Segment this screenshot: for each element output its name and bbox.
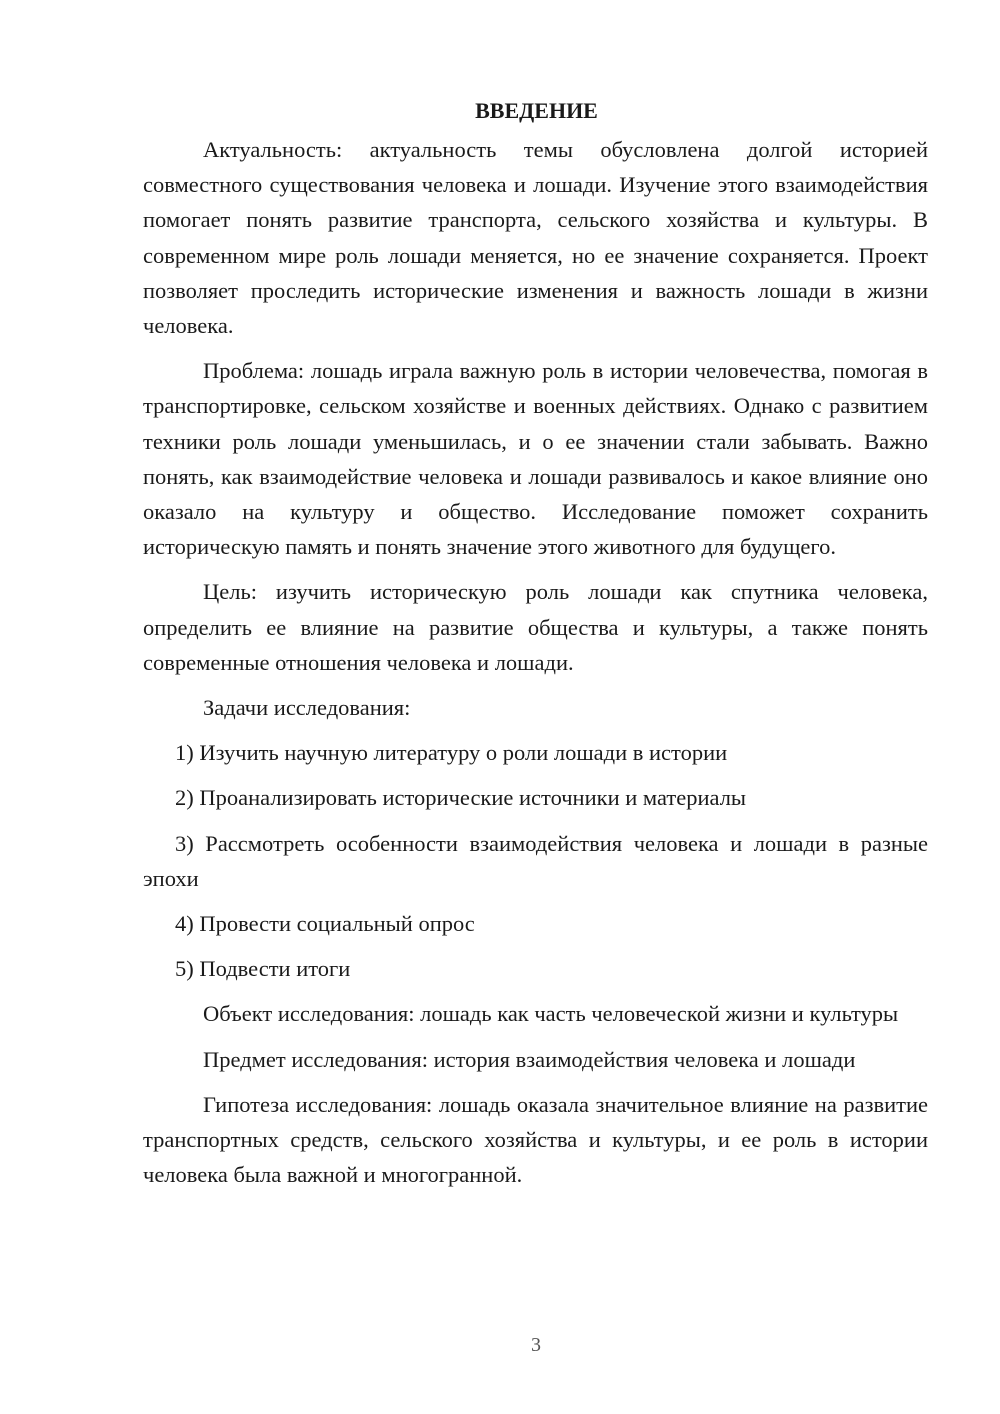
- task-item-5: 5) Подвести итоги: [175, 956, 351, 982]
- page-number: 3: [531, 1334, 541, 1356]
- task-item-2: 2) Проанализировать исторические источники и материалы: [175, 785, 747, 811]
- section-title: ВВЕДЕНИЕ: [475, 98, 598, 123]
- task-item-4: 4) Провести социальный опрос: [175, 911, 475, 937]
- paragraph-hypothesis: Гипотеза исследования: лошадь оказала значительное влияние на развитие транспортных средств, сельского хозяйства и культуры, и ее роль в истории человека была важной и многогранной.: [143, 1091, 928, 1188]
- document-page: [143, 96, 928, 1202]
- paragraph-problem: Проблема: лошадь играла важную роль в истории человечества, помогая в транспортировке, сельском хозяйстве и военных действиях. Однако с развитием техники роль лошади уменьшилась, и о ее значении стали забывать. Важно понять, как взаимодействие человека и лошади развивалось и какое влияние оно оказало на культуру и общество. Исследование поможет сохранить историческую память и понять значение этого животного для будущего.: [143, 358, 928, 560]
- task-item-1: 1) Изучить научную литературу о роли лошади в истории: [175, 740, 728, 766]
- paragraph-goal: Цель: изучить историческую роль лошади как спутника человека, определить ее влияние на развитие общества и культуры, а также понять современные отношения человека и лошади.: [143, 579, 928, 675]
- paragraph-relevance: Актуальность: актуальность темы обусловлена долгой историей совместного существования человека и лошади. Изучение этого взаимодействия помогает понять развитие транспорта, сельского хозяйства и культуры. В современном мире роль лошади меняется, но ее значение сохраняется. Проект позволяет проследить исторические изменения и важность лошади в жизни человека.: [143, 137, 928, 339]
- paragraph-subject: Предмет исследования: история взаимодействия человека и лошади: [203, 1046, 856, 1072]
- paragraph-object: Объект исследования: лошадь как часть человеческой жизни и культуры: [203, 1001, 899, 1027]
- paragraph-tasks-heading: Задачи исследования:: [203, 695, 411, 721]
- task-item-3: 3) Рассмотреть особенности взаимодействия человека и лошади в разные эпохи: [143, 830, 928, 891]
